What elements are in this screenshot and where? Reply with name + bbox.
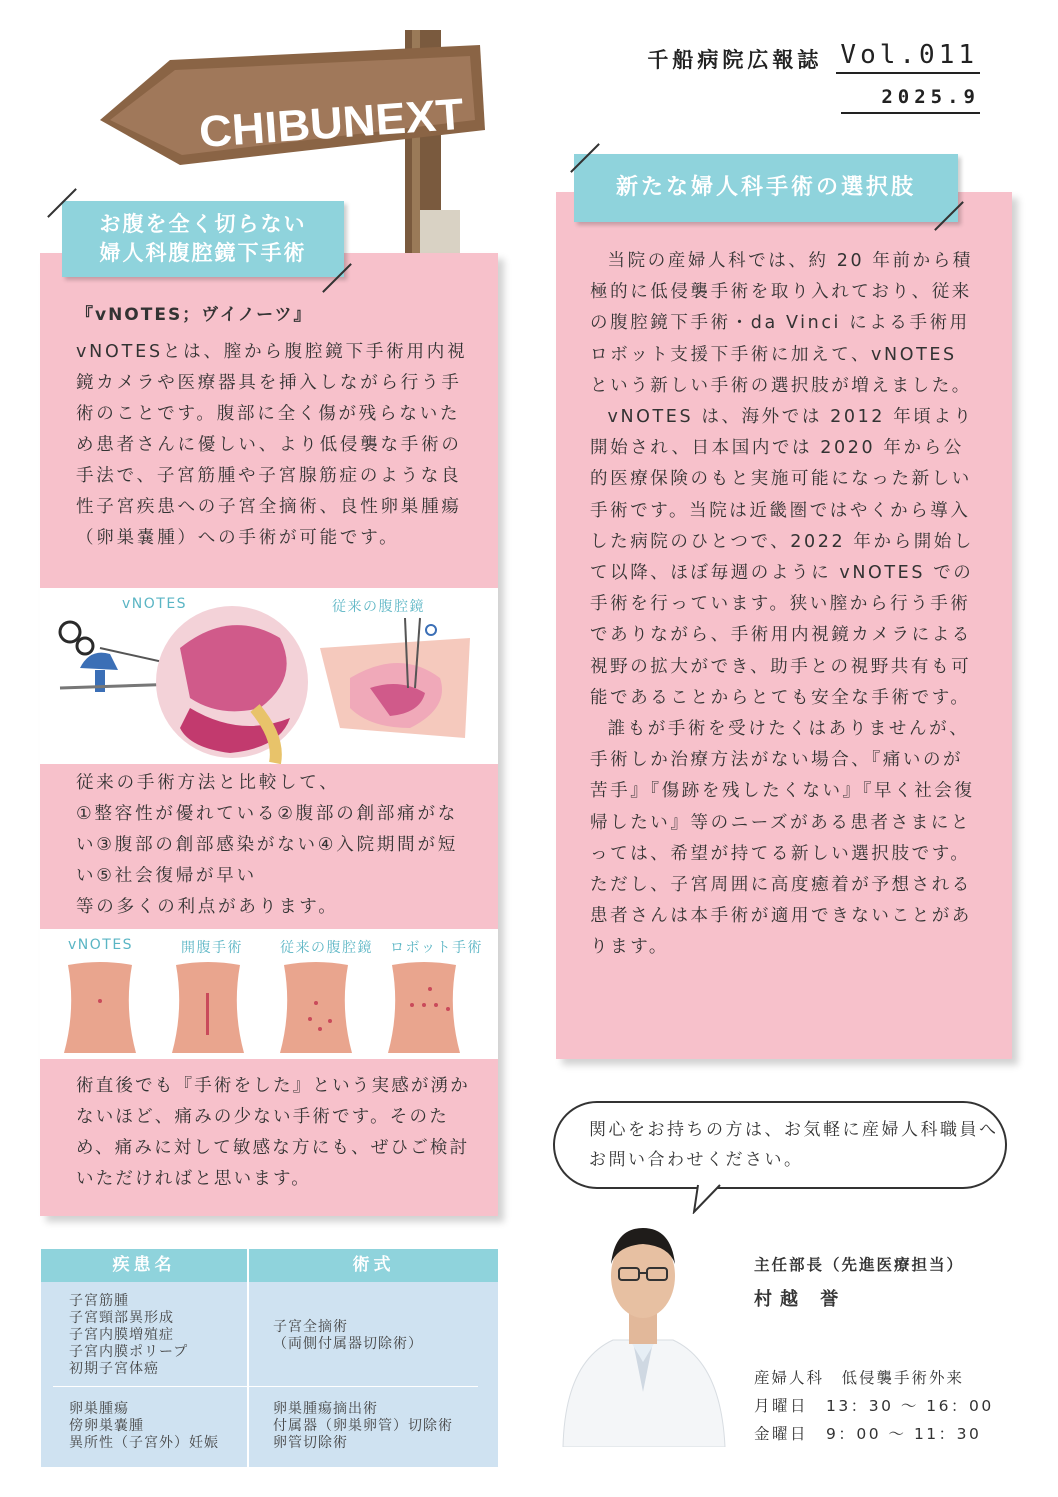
left-heading-line1: お腹を全く切らない bbox=[99, 212, 307, 236]
anatomy-diagram bbox=[40, 588, 498, 764]
right-article-body bbox=[590, 246, 982, 964]
figure-label-open-surgery: 開腹手術 bbox=[181, 940, 243, 956]
doctor-photo bbox=[553, 1212, 733, 1447]
table-row-divider bbox=[53, 1386, 478, 1387]
right-paragraph: 誰もが手術を受けたくはありませんが、手術しか治療方法がない場合、『痛いのが苦手』『傷跡を残したくない』『早く社会復帰したい』等のニーズがある患者さまにとっては、希望が持てる新しい選択肢です。ただし、子宮周囲に高度癒着が予想される患者さんは本手術が適用できないことがあります。 bbox=[590, 719, 975, 958]
table-cell-procedure: 卵巣腫瘍摘出術 付属器（卵巣卵管）切除術 卵管切除術 bbox=[273, 1401, 453, 1451]
abdomen-diagram bbox=[40, 929, 498, 1059]
surgery-illustration bbox=[40, 588, 498, 764]
right-paragraph: 当院の産婦人科では、約 20 年前から積極的に低侵襲手術を取り入れており、従来の腹腔鏡下手術・da Vinci による手術用ロボット支援下手術に加えて、vNOTES という新しい手術の選択肢が増えました。 bbox=[590, 251, 973, 396]
right-heading: 新たな婦人科手術の選択肢 bbox=[574, 154, 958, 222]
logo-text: CHIBUNEXT bbox=[197, 90, 458, 158]
disease-procedure-table bbox=[41, 1249, 498, 1467]
masthead bbox=[647, 40, 980, 114]
figure-label-laparoscopy: 従来の腹腔鏡 bbox=[280, 940, 373, 956]
comparison-intro: 従来の手術方法と比較して、 bbox=[76, 773, 340, 793]
table-cell-disease: 子宮筋腫 子宮頸部異形成 子宮内膜増殖症 子宮内膜ポリープ 初期子宮体癌 bbox=[69, 1293, 189, 1377]
table-header-disease: 疾患名 bbox=[41, 1249, 247, 1282]
left-heading bbox=[62, 201, 344, 277]
comparison-conclusion: 等の多くの利点があります。 bbox=[76, 897, 339, 917]
table-cell-disease: 卵巣腫瘍 傍卵巣嚢腫 異所性（子宮外）妊娠 bbox=[69, 1401, 219, 1451]
figure-label-laparoscopy: 従来の腹腔鏡 bbox=[332, 599, 425, 615]
figure-label-vnotes: vNOTES bbox=[68, 937, 134, 953]
speech-bubble-tail bbox=[690, 1184, 730, 1214]
clinic-hours-monday: 月曜日 13：30 〜 16：00 bbox=[754, 1397, 994, 1415]
publication-name: 千船病院広報誌 bbox=[647, 48, 823, 72]
clinic-hours-friday: 金曜日 9：00 〜 11：30 bbox=[754, 1425, 982, 1443]
figure-label-vnotes: vNOTES bbox=[122, 596, 188, 612]
table-header-procedure: 術式 bbox=[249, 1249, 498, 1282]
doctor-name: 村越 誉 bbox=[754, 1289, 847, 1310]
right-paragraph: vNOTES は、海外では 2012 年頃より開始され、日本国内では 2020 年から公的医療保険のもと実施可能になった新しい手術です。当院は近畿圏ではやくから導入した病院のひとつで、2022 年から開始して以降、ほぼ毎週のように vNOTES での手術を行っています。狭い膣から行う手術でありながら、手術用内視鏡カメラによる視野の拡大ができ、助手との視野共有も可能であることからとても安全な手術です。 bbox=[590, 407, 974, 708]
doctor-title: 主任部長（先進医療担当） bbox=[754, 1256, 965, 1274]
closing-paragraph: 術直後でも『手術をした』という実感が湧かないほど、痛みの少ない手術です。そのため、痛みに対して敏感な方にも、ぜひご検討いただければと思います。 bbox=[76, 1076, 470, 1189]
comparison-benefits: ①整容性が優れている②腹部の創部痛がない③腹部の創部感染がない④入院期間が短い⑤社会復帰が早い bbox=[76, 804, 459, 886]
figure-label-robotic: ロボット手術 bbox=[390, 940, 483, 956]
volume-number: Vol.011 bbox=[836, 40, 980, 74]
intro-paragraph: vNOTESとは、膣から腹腔鏡下手術用内視鏡カメラや医療器具を挿入しながら行う手術のことです。腹部に全く傷が残らないため患者さんに優しい、より低侵襲な手術の手法で、子宮筋腫や子宮腺筋症のような良性子宮疾患への子宮全摘術、良性卵巣腫瘍（卵巣嚢腫）への手術が可能です。 bbox=[76, 342, 468, 548]
speech-bubble: 関心をお持ちの方は、お気軽に産婦人科職員へお問い合わせください。 bbox=[553, 1101, 1007, 1189]
clinic-department: 産婦人科 低侵襲手術外来 bbox=[754, 1369, 965, 1387]
incision-comparison-illustration bbox=[40, 929, 498, 1059]
table-divider bbox=[247, 1249, 249, 1467]
comparison-paragraph bbox=[76, 768, 476, 923]
table-cell-procedure: 子宮全摘術 （両側付属器切除術） bbox=[273, 1319, 423, 1352]
vnotes-title: 『vNOTES；ヴイノーツ』 bbox=[76, 305, 313, 325]
issue-date: 2025.9 bbox=[841, 86, 980, 114]
left-heading-line2: 婦人科腹腔鏡下手術 bbox=[99, 241, 307, 265]
